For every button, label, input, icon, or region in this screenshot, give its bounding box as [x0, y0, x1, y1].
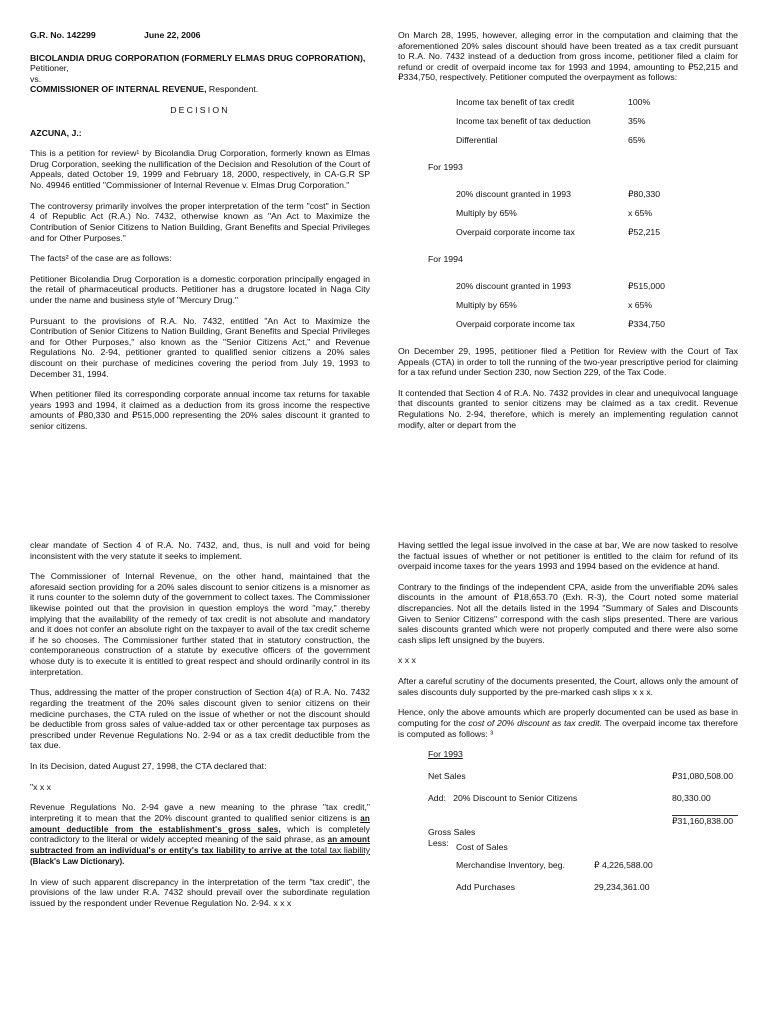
respondent-role: Respondent.	[206, 84, 259, 95]
table-row	[428, 793, 738, 815]
row-label: Net Sales	[428, 771, 466, 782]
paragraph: Petitioner Bicolandia Drug Corporation is a domestic corporation principally engaged in the retail of pharmaceutical products. Petitioner has a drugstore located in Naga City under the name and business style of "Mercury Drug."	[30, 273, 370, 305]
quote-text: which is completely contradictory to the literal or widely accepted meaning of the said phrase, as	[30, 823, 370, 845]
petitioner-name: BICOLANDIA DRUG CORPORATION (FORMERLY ELMAS DRUG COPRORATION),	[30, 52, 366, 63]
row-value: ₽80,330	[628, 189, 661, 200]
page-1-left-column	[30, 30, 370, 442]
paragraph: The controversy primarily involves the proper interpretation of the term "cost" in Section 4 of Republic Act (R.A.) No. 7432, otherwise known as "An Act to Maximize the Contribution of Senior Citizens to Nation Building, Grant Benefits and Special Privileges and for Other Purposes."	[30, 200, 370, 243]
table-row	[456, 112, 738, 131]
less-label: Less:	[428, 837, 449, 848]
page-1	[0, 18, 768, 496]
row-label: 20% discount granted in 1993	[456, 189, 571, 200]
case-header	[30, 30, 370, 41]
row-value: x 65%	[628, 300, 653, 311]
paragraph: Contrary to the findings of the independent CPA, aside from the unverifiable 20% sales discounts in the amount of ₽18,653.70 (Exh. R-3), the Court noted some material discrepancies. Not all the details listed in the 1994 "Summary of Sales and Discounts Given to Senior Citizens" correspond with the cash slips presented. There are various sales discounts granted which were not properly computed and there were also some cash slips left unsigned by the buyers.	[398, 581, 738, 645]
row-value: ₽ 4,226,588.00	[594, 859, 653, 870]
table-row	[428, 815, 738, 838]
row-value: ₽31,080,508.00	[672, 771, 734, 782]
ponente: AZCUNA, J.:	[30, 127, 82, 138]
versus: vs.	[30, 73, 42, 84]
respondent-name: COMMISSIONER OF INTERNAL REVENUE,	[30, 84, 207, 95]
paragraph: Pursuant to the provisions of R.A. No. 7432, entitled "An Act to Maximize the Contribution of Senior Citizens to Nation Building, Grant Benefits and Special Privileges and for Other Purposes," also known as the "Senior Citizens Act," and Revenue Regulations No. 2-94, petitioner granted to qualified senior citizens a 20% sales discount on their purchase of medicines covering the period from July 19, 1993 to December 31, 1994.	[30, 315, 370, 379]
paragraph-text: Hence, only the above amounts which are properly documented can be used as base in computing for the	[398, 707, 738, 728]
table-row	[428, 838, 738, 860]
add-label: Add:	[428, 793, 446, 804]
table-row	[428, 749, 738, 771]
paragraph: Having settled the legal issue involved in the case at bar, We are now tasked to resolve the factual issues of whether or not petitioner is entitled to the claim for refund of its overpaid income taxes for the years 1993 and 1994 based on the evidence at hand.	[398, 540, 738, 572]
paragraph-text: The overpaid income tax therefore is computed as follows: ³	[398, 717, 738, 739]
row-label: 20% discount granted in 1993	[456, 281, 571, 292]
quoted-paragraph	[30, 802, 370, 866]
table-row	[456, 93, 738, 112]
page-2-right-column	[398, 540, 738, 904]
table-row	[456, 131, 738, 150]
table-row	[428, 882, 738, 904]
petitioner-role: Petitioner,	[30, 63, 69, 74]
paragraph: This is a petition for review¹ by Bicolandia Drug Corporation, formerly known as Elmas Drug Corporation, seeking the nullification of the Decision and Resolution of the Court of Appeals, dated October 19, 1999 and February 18, 2000, respectively, in CA-G.R SP No. 49946 entitled "Commissioner of Internal Revenue v. Elmas Drug Corporation."	[30, 148, 370, 191]
paragraph: clear mandate of Section 4 of R.A. No. 7432, and, thus, is null and void for being inconsistent with the very statute it seeks to implement.	[30, 540, 370, 561]
paragraph	[398, 707, 738, 739]
row-label: Income tax benefit of tax credit	[456, 97, 575, 108]
page-2-left-column	[30, 540, 370, 918]
row-label: Multiply by 65%	[456, 208, 517, 219]
table-row	[428, 860, 738, 882]
computation-table	[398, 749, 738, 904]
underlined-phrase: an amount subtracted from an individual's or entity's tax liability to arrive at the	[30, 835, 370, 856]
table-row	[428, 771, 738, 793]
table-row	[456, 315, 738, 334]
quote-text: Revenue Regulations No. 2-94 gave a new meaning to the phrase "tax credit," interpreting it to mean that the 20% discount granted to qualified senior citizens is	[30, 802, 370, 823]
row-value: 29,234,361.00	[594, 881, 650, 892]
year-label-1994: For 1994	[428, 254, 463, 265]
table-row	[456, 277, 738, 296]
table-1994	[398, 277, 738, 334]
paragraph: In view of such apparent discrepancy in the interpretation of the term "tax credit", the provisions of the law under R.A. 7432 should prevail over the subordinate regulation issued by the respondent under Revenue Regulation No. 2-94. x x x	[30, 876, 370, 908]
paragraph: On March 28, 1995, however, alleging error in the computation and claiming that the aforementioned 20% sales discount should have been treated as a tax credit pursuant to R.A. No. 7432 instead of a deduction from gross income, petitioner filed a claim for refund or credit of overpaid income tax for 1993 and 1994, amounting to ₽52,215 and ₽334,750, respectively. Petitioner computed the overpayment as follows:	[398, 30, 738, 83]
row-value: 65%	[628, 135, 646, 146]
row-value: 80,330.00	[672, 793, 711, 804]
differential-table	[398, 93, 738, 150]
page-1-right-column	[398, 30, 738, 440]
table-1993	[398, 185, 738, 242]
row-label: Overpaid corporate income tax	[456, 319, 575, 330]
underlined-phrase: an amount deductible from the establishment's gross sales,	[30, 813, 370, 834]
row-label: Overpaid corporate income tax	[456, 227, 575, 238]
row-value: ₽31,160,838.00	[672, 815, 738, 827]
paragraph: After a careful scrutiny of the documents presented, the Court, allows only the amount of sales discounts duly supported by the pre-marked cash slips x x x.	[398, 676, 738, 697]
row-label: Add Purchases	[456, 881, 515, 892]
row-label: Multiply by 65%	[456, 300, 517, 311]
add-item: 20% Discount to Senior Citizens	[453, 793, 578, 804]
gr-number: G.R. No. 142299	[30, 30, 96, 40]
decision-date: June 22, 2006	[144, 30, 201, 40]
row-label	[428, 793, 672, 804]
citation: (Black's Law Dictionary).	[30, 856, 125, 866]
paragraph: "x x x	[30, 781, 51, 792]
table-row	[456, 185, 738, 204]
row-label: Income tax benefit of tax deduction	[456, 116, 591, 127]
row-value: 100%	[628, 97, 651, 108]
paragraph: The Commissioner of Internal Revenue, on the other hand, maintained that the aforesaid section providing for a 20% sales discount to senior citizens is a misnomer as it runs counter to the solemn duty of the government to collect taxes. The Commissioner likewise pointed out that the provision in question employs the word "may," thereby implying that the availability of the remedy of tax credit is not absolute and mandatory and it does not confer an absolute right on the taxpayer to avail of the tax credit scheme if he so chooses. The Commissioner further stated that in statutory construction, the contemporaneous construction of a statute by executive officers of the government whose duty is to execute it is entitled to great respect and should ordinarily control in its interpretation.	[30, 571, 370, 677]
parties-petitioner	[30, 53, 370, 74]
row-value: x 65%	[628, 208, 653, 219]
parties-respondent	[30, 84, 370, 95]
row-label: Gross Sales	[428, 827, 476, 838]
row-label: Merchandise Inventory, beg.	[456, 859, 565, 870]
table-row	[456, 204, 738, 223]
table-row	[456, 296, 738, 315]
italic-phrase: cost of 20% discount as tax credit.	[468, 717, 602, 728]
row-value: ₽334,750	[628, 319, 665, 330]
year-label-1993: For 1993	[428, 162, 463, 173]
row-value: ₽515,000	[628, 281, 665, 292]
year-label: For 1993	[428, 749, 463, 760]
row-value: ₽52,215	[628, 227, 661, 238]
underlined-phrase: total tax liability	[307, 845, 370, 856]
paragraph: Thus, addressing the matter of the proper construction of Section 4(a) of R.A. No. 7432 regarding the treatment of the 20% sales discount given to senior citizens on their medicine purchases, the CTA ruled on the issue of whether or not the discount should be deductible from gross sales of value-added tax or other percentage tax purposes as prescribed under Revenue Regulations No. 2-94 or as a tax credit deductible from the tax due.	[30, 687, 370, 751]
table-row	[456, 223, 738, 242]
row-value: 35%	[628, 116, 646, 127]
decision-heading: DECISION	[170, 105, 230, 116]
paragraph: It contended that Section 4 of R.A. No. 7432 provides in clear and unequivocal language that discounts granted to senior citizens may be claimed as a tax credit. Revenue Regulations No. 2-94, therefore, which is merely an implementing regulation cannot modify, alter or depart from the	[398, 387, 738, 430]
page-2	[0, 528, 768, 1006]
row-label: Cost of Sales	[456, 841, 508, 852]
paragraph: x x x	[398, 655, 416, 666]
paragraph: In its Decision, dated August 27, 1998, the CTA declared that:	[30, 760, 267, 771]
paragraph: When petitioner filed its corresponding corporate annual income tax returns for taxable years 1993 and 1994, it claimed as a deduction from its gross income the respective amounts of ₽80,330 and ₽515,000 representing the 20% sales discount it granted to senior citizens.	[30, 389, 370, 432]
paragraph: On December 29, 1995, petitioner filed a Petition for Review with the Court of Tax Appeals (CTA) in order to toll the running of the two-year prescriptive period for claiming for a tax refund under Section 230, now Section 229, of the Tax Code.	[398, 346, 738, 378]
paragraph: The facts² of the case are as follows:	[30, 253, 172, 264]
row-label: Differential	[456, 135, 498, 146]
